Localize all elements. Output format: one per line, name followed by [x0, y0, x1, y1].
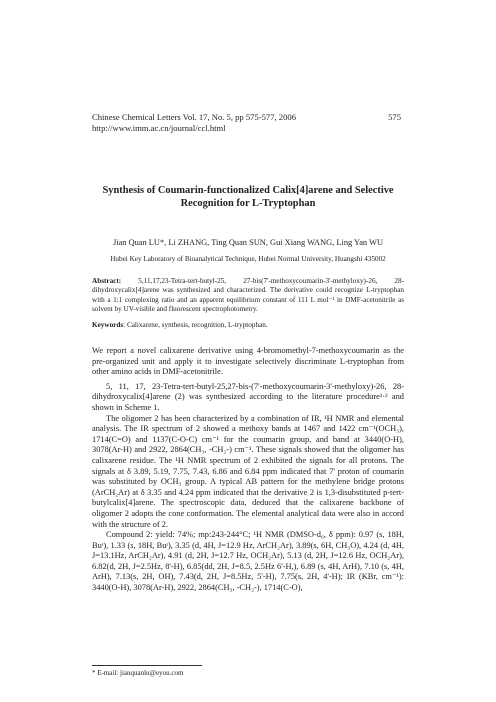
journal-citation: Chinese Chemical Letters Vol. 17, No. 5, pp 575-577, 2006 — [92, 112, 296, 122]
affiliation: Hubei Key Laboratory of Bioanalytical Technique, Hubei Normal University, Huangshi 435002 — [110, 255, 386, 263]
keywords-text: : Calixarene, synthesis, recognition, L-tryptophan. — [123, 321, 268, 329]
paper-title — [80, 184, 416, 210]
footnote-divider — [92, 665, 202, 666]
journal-url[interactable]: http://www.imm.ac.cn/journal/ccl.html — [92, 122, 226, 133]
title-line-1: Synthesis of Coumarin-functionalized Calix[4]arene and Selective — [102, 185, 394, 196]
paragraph-intro: We report a novel calixarene derivative using 4-bromomethyl-7-methoxycoumarin as the pre-organized unit and apply it to investigate selectively discriminate L-tryptophan from other amino acids in DMF-acetonitrile. — [92, 346, 404, 377]
keywords — [92, 321, 404, 329]
keywords-label: Keywords — [92, 321, 124, 329]
abstract-text: 5,11,17,23-Tetra-tert-butyl-25, 27-bis(7'-methoxycoumarin-3'-methyloxy)-26, 28-dihydroxycalix[4]arene was synthesized and characterized. The derivative could recognize L-tryptophan with a 1:1 complexing ratio and an apparent equilibrium constant of 111 L mol⁻¹ in DMF-acetonitrile as solvent by UV-visible and fluorescent spectrophotometry. — [92, 277, 405, 314]
title-line-2: Recognition for L-Tryptophan — [180, 198, 316, 209]
page-number: 575 — [388, 112, 401, 122]
paragraph-characterization: The oligomer 2 has been characterized by a combination of IR, ¹H NMR and elemental analysis. The IR spectrum of 2 showed a methoxy bands at 1467 and 1422 cm⁻¹(OCH₃), 1714(C=O) and 1137(C-O-C) cm⁻¹ for the coumarin group, and band at 3440(O-H), 3078(Ar-H) and 2922, 2864(CH₃, -CH₂-) cm⁻¹. These signals showed that the oligomer has calixarene residue. The ¹H NMR spectrum of 2 exhibited the signals for all protons. The signals at δ 3.89, 5.19, 7.75, 7.43, 6.86 and 6.84 ppm indicated that 7' proton of coumarin was substituted by OCH₃ group. A typical AB pattern for the methylene bridge protons (ArCH₂Ar) at δ 3.35 and 4.24 ppm indicated that the derivative 2 is 1,3-disubstituted p-tert-butylcalix[4]arene. The spectroscopic data, deduced that the calixarene backbone of oligomer 2 adopts the cone conformation. The elemental analytical data were also in accord with the structure of 2. — [92, 413, 404, 529]
abstract — [92, 277, 404, 315]
abstract-label: Abstract: — [92, 277, 122, 285]
journal-header — [92, 112, 412, 133]
paragraph-synthesis: 5, 11, 17, 23-Tetra-tert-butyl-25,27-bis-(7'-methoxycoumarin-3'-methyloxy)-26, 28-dihydroxycalix[4]arene (2) was synthesized according to the literature procedure¹·² and shown in Scheme 1. — [92, 381, 404, 412]
paragraph-compound-data: Compound 2: yield: 74%; mp:243-244°C; ¹H NMR (DMSO-d₆, δ ppm): 0.97 (s, 18H, Buᵗ), 1.33 (s, 18H, Buᵗ), 3.35 (d, 4H, J=12.9 Hz, ArCH₂Ar), 3.89(s, 6H, CH₃O), 4.24 (d, 4H, J=13.1Hz, ArCH₂Ar), 4.91 (d, 2H, J=12.7 Hz, OCH₂Ar), 5.13 (d, 2H, J=12.6 Hz, OCH₂Ar), 6.82(d, 2H, J=2.5Hz, 8'-H), 6.85(dd, 2H, J=8.5, 2.5Hz 6'-H,), 6.89 (s, 4H, ArH), 7.10 (s, 4H, ArH), 7.13(s, 2H, OH), 7.43(d, 2H, J=8.5Hz, 5'-H), 7.75(s, 2H, 4'-H); IR (KBr, cm⁻¹): 3440(O-H), 3078(Ar-H), 2922, 2864(CH₃, -CH₂-), 1714(C-O), — [92, 530, 404, 593]
body-text — [92, 346, 404, 594]
footnote-email: * E-mail: jianquanlu@eyou.com — [92, 669, 184, 677]
author-list: Jian Quan LU*, Li ZHANG, Ting Quan SUN, Gui Xiang WANG, Ling Yan WU — [112, 238, 383, 247]
